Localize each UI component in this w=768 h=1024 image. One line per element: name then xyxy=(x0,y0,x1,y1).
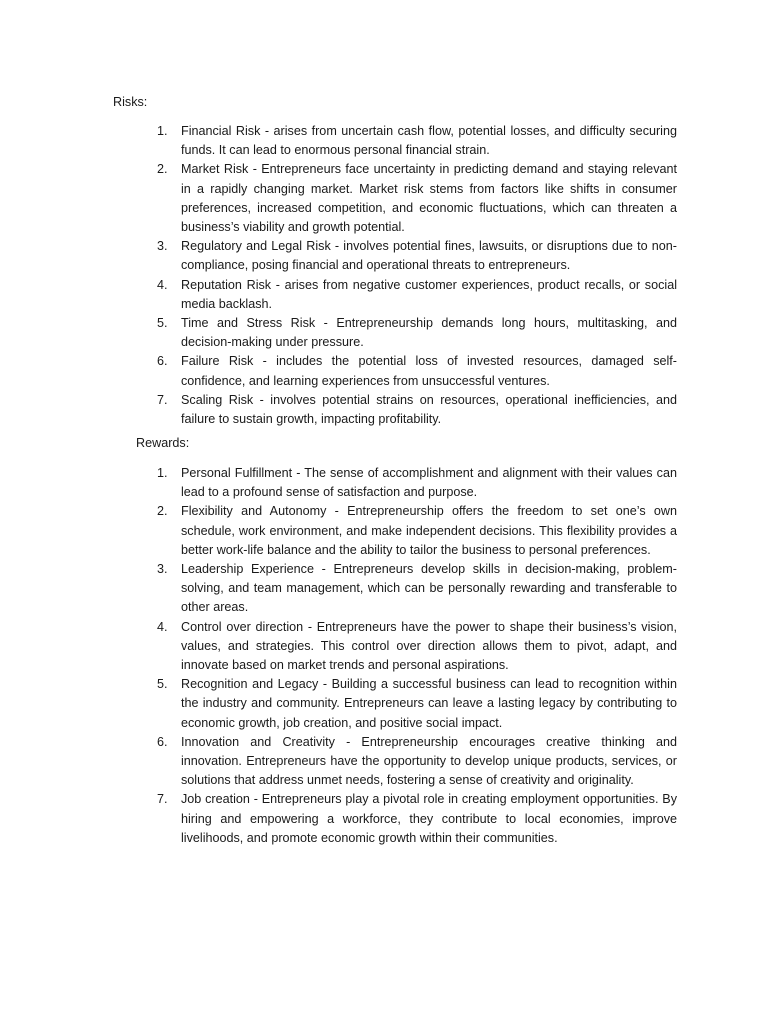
list-number: 7. xyxy=(157,392,168,407)
list-number: 5. xyxy=(157,677,168,692)
list-number: 1. xyxy=(157,124,168,138)
reward-item xyxy=(157,733,677,791)
risk-item-text: Reputation Risk - arises from negative customer experiences, product recalls, or social media backlash. xyxy=(181,277,677,311)
reward-item-text: Recognition and Legacy - Building a successful business can lead to recognition within the industry and community. Entrepreneurs can leave a lasting legacy by contributing to economic growth, job creation, and positive social impact. xyxy=(181,677,677,730)
risk-item xyxy=(157,160,677,237)
risk-item-text: Regulatory and Legal Risk - involves potential fines, lawsuits, or disruptions due to non-compliance, posing financial and operational threats to entrepreneurs. xyxy=(181,239,677,273)
list-number: 7. xyxy=(157,792,168,807)
reward-item xyxy=(157,618,677,676)
risks-heading: Risks: xyxy=(113,95,148,109)
risk-item xyxy=(157,276,677,314)
reward-item xyxy=(157,675,677,733)
rewards-list xyxy=(157,464,677,848)
risk-item xyxy=(157,237,677,275)
list-number: 6. xyxy=(157,734,168,749)
list-number: 3. xyxy=(157,562,168,577)
reward-item xyxy=(157,790,677,848)
risk-item-text: Market Risk - Entrepreneurs face uncertainty in predicting demand and staying relevant in a rapidly changing market. Market risk stems from factors like shifts in consumer preferences, increased competition, and economic fluctuations, which can threaten a business’s viability and growth potential. xyxy=(181,162,677,235)
reward-item xyxy=(157,502,677,560)
reward-item-text: Flexibility and Autonomy - Entrepreneurship offers the freedom to set one’s own schedule, work environment, and make independent decisions. This flexibility provides a better work-life balance and the ability to tailor the business to personal preferences. xyxy=(181,504,677,557)
risk-item xyxy=(157,391,677,429)
risk-item-text: Financial Risk - arises from uncertain cash flow, potential losses, and difficulty securing funds. It can lead to enormous personal financial strain. xyxy=(181,124,677,158)
risks-list xyxy=(157,122,677,429)
reward-item-text: Innovation and Creativity - Entrepreneurship encourages creative thinking and innovation. Entrepreneurs have the opportunity to develop unique products, services, or solutions that address unmet needs, fostering a sense of creativity and originality. xyxy=(181,734,677,788)
risk-item-text: Scaling Risk - involves potential strains on resources, operational inefficiencies, and failure to sustain growth, impacting profitability. xyxy=(181,392,677,427)
list-number: 5. xyxy=(157,316,168,331)
risk-item xyxy=(157,314,677,352)
list-number: 3. xyxy=(157,239,168,254)
risk-item-text: Failure Risk - includes the potential loss of invested resources, damaged self-confidence, and learning experiences from unsuccessful ventures. xyxy=(181,354,677,388)
reward-item-text: Control over direction - Entrepreneurs have the power to shape their business’s vision, values, and strategies. This control over direction allows them to pivot, adapt, and innovate based on market trends and personal aspirations. xyxy=(181,619,677,673)
reward-item xyxy=(157,464,677,502)
risk-item xyxy=(157,352,677,390)
reward-item-text: Job creation - Entrepreneurs play a pivotal role in creating employment opportunities. By hiring and empowering a workforce, they contribute to local economies, improve livelihoods, and promote economic growth within their communities. xyxy=(181,792,677,845)
list-number: 2. xyxy=(157,504,168,519)
list-number: 1. xyxy=(157,466,168,480)
risk-item xyxy=(157,122,677,160)
list-number: 2. xyxy=(157,162,168,177)
list-number: 4. xyxy=(157,277,168,292)
risk-item-text: Time and Stress Risk - Entrepreneurship demands long hours, multitasking, and decision-making under pressure. xyxy=(181,316,677,350)
list-number: 6. xyxy=(157,354,168,369)
reward-item-text: Personal Fulfillment - The sense of accomplishment and alignment with their values can lead to a profound sense of satisfaction and purpose. xyxy=(181,466,677,500)
list-number: 4. xyxy=(157,619,168,634)
rewards-heading: Rewards: xyxy=(136,436,190,450)
reward-item xyxy=(157,560,677,618)
reward-item-text: Leadership Experience - Entrepreneurs develop skills in decision-making, problem-solving, and team management, which can be personally rewarding and transferable to other areas. xyxy=(181,562,677,615)
